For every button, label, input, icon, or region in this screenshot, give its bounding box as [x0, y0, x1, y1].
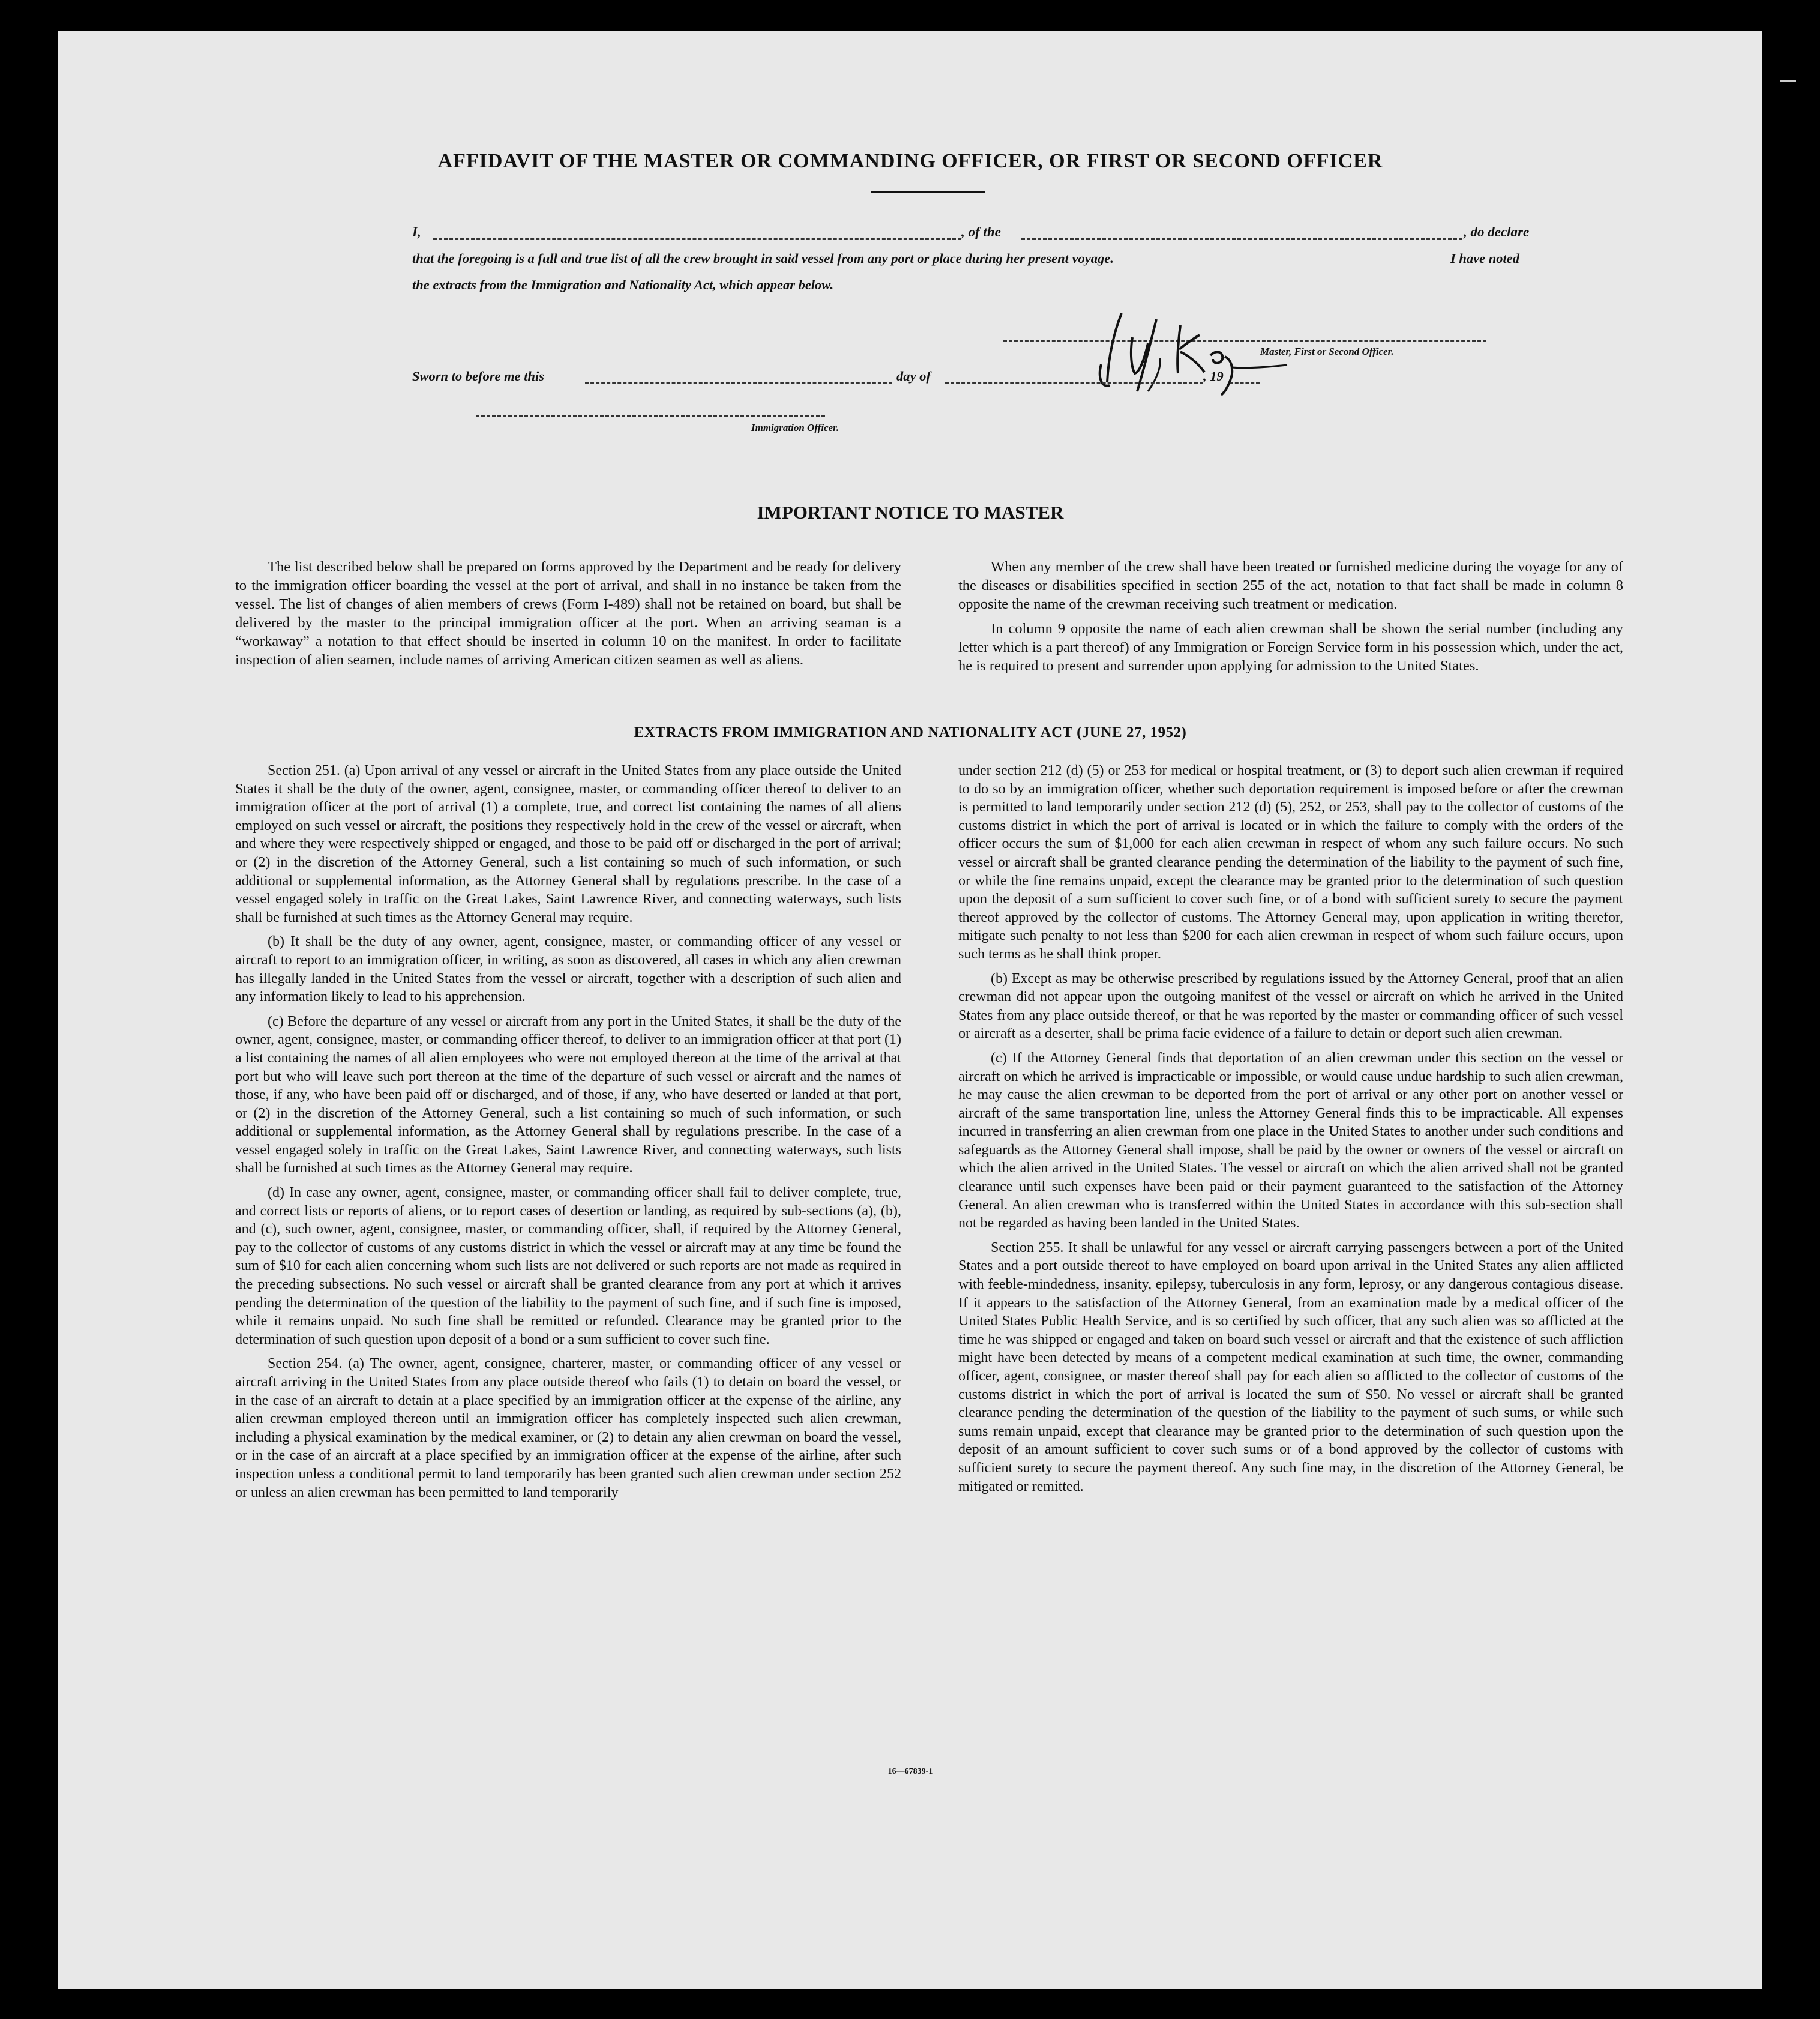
notice-right-paragraph-1: When any member of the crew shall have been treated or furnished medicine during the voyage for any of the diseases or disabilities specified in section 255 of the act, notation to that fact shall be made in column 8 opposite the name of the crewman receiving such treatment or medication. [958, 559, 1623, 612]
do-declare-label: , do declare [1464, 224, 1530, 239]
year-label: , 19 [1203, 369, 1224, 384]
vessel-name-field[interactable] [1021, 238, 1462, 240]
notice-left-paragraph: The list described below shall be prepared on forms approved by the Department and be ready for delivery to the immigration officer boarding the vessel at the port of arrival, and shall in no instance be taken from the vessel. The list of changes of alien members of crews (Form I-489) shall not be retained on board, but shall be delivered by the master to the principal immigration officer at the port. When an arriving seaman is a “workaway” a notation to that effect should be inserted in column 10 on the manifest. In order to facilitate inspection of alien seamen, include names of arriving American citizen seamen as well as aliens. [235, 559, 901, 668]
day-of-label: day of [896, 369, 931, 384]
declaration-line-2: that the foregoing is a full and true list of all the crew brought in said vessel from any port or place during her present voyage. [412, 251, 1114, 266]
scan-edge-mark [1780, 80, 1796, 82]
master-signature-label: Master, First or Second Officer. [1260, 346, 1394, 357]
section-251-a: Section 251. (a) Upon arrival of any vessel or aircraft in the United States from any place outside the United States it shall be the duty of the owner, agent, consignee, master, or commanding officer thereof to deliver to an immigration officer at the port of arrival (1) a complete, true, and correct list containing the names of all aliens employed on such vessel or aircraft, the positions they respectively hold in the crew of the vessel or aircraft, when and where they were respectively shipped or engaged, and those to be paid off or discharged in the port of arrival; or (2) in the discretion of the Attorney General, such a list containing so much of such information, or such additional or supplemental information, as the Attorney General shall by regulations prescribe. In the case of a vessel engaged solely in traffic on the Great Lakes, Saint Lawrence River, and connecting waterways, such lists shall be furnished at such times as the Attorney General may require. [235, 763, 901, 925]
declarant-prefix: I, [412, 224, 421, 239]
sworn-label: Sworn to before me this [412, 369, 545, 384]
document-page [58, 31, 1762, 1989]
section-254-c: (c) If the Attorney General finds that deportation of an alien crewman under this section on the vessel or aircraft on which he arrived is impracticable or impossible, or would cause undue hardship to such alien crewman, he may cause the alien crewman to be deported from the port of arrival or any other port on another vessel or aircraft of the same transportation line, unless the Attorney General finds this to be impracticable. All expenses incurred in transferring an alien crewman from one place in the United States to another under such conditions and safeguards as the Attorney General shall impose, shall be paid by the owner or owners of the vessel or aircraft on which the alien arrived in the United States. The vessel or aircraft on which the alien arrived shall not be granted clearance until such expenses have been paid or their payment guaranteed to the satisfaction of the Attorney General. An alien crewman who is transferred within the United States in accordance with this sub-section shall not be regarded as having been landed in the United States. [958, 1050, 1623, 1232]
extracts-title: EXTRACTS FROM IMMIGRATION AND NATIONALITY ACT (JUNE 27, 1952) [634, 724, 1187, 741]
declaration-line-2-end: I have noted [1450, 251, 1519, 266]
immigration-officer-label: Immigration Officer. [751, 422, 839, 433]
extracts-left-column [235, 762, 901, 1508]
section-251-c: (c) Before the departure of any vessel or aircraft from any port in the United States, it shall be the duty of the owner, agent, consignee, master, or commanding officer thereof, to deliver to an immigration officer at that port (1) a list containing the names of all alien employees who were not employed thereon at the time of the arrival at that port but who will leave such port thereon at the time of the departure of such vessel or aircraft and the names of those, if any, who have been paid off or discharged, and of those, if any, who have deserted or landed at that port, or (2) in the discretion of the Attorney General, such a list containing so much of such information, or such additional or supplemental information, as the Attorney General shall by regulations prescribe. In the case of a vessel engaged solely in traffic on the Great Lakes, Saint Lawrence River, and connecting waterways, such lists shall be furnished at such times as the Attorney General may require. [235, 1013, 901, 1176]
section-251-d: (d) In case any owner, agent, consignee, master, or commanding officer shall fail to deliver complete, true, and correct lists or reports of aliens, or to report cases of desertion or landing, as required by sub-sections (a), (b), and (c), such owner, agent, consignee, master, or commanding officer, shall, if required by the Attorney General, pay to the collector of customs of any customs district in which the vessel or aircraft may at any time be found the sum of $10 for each alien concerning whom such lists are not delivered or such reports are not made as required in the preceding subsections. No such vessel or aircraft shall be granted clearance from any port at which it arrives pending the determination of the question of the liability to the payment of such fine, and if such fine is imposed, while it remains unpaid. No such fine shall be remitted or refunded. Clearance may be granted prior to the determination of such question upon deposit of a bond or a sum sufficient to cover such fine. [235, 1185, 901, 1347]
section-254-a: Section 254. (a) The owner, agent, consignee, charterer, master, or commanding officer of any vessel or aircraft arriving in the United States from any place outside thereof who fails (1) to detain on board the vessel, or in the case of an aircraft to detain at a place specified by an immigration officer at the expense of the airline, any alien crewman employed thereon until an immigration officer has completely inspected such alien crewman, including a physical examination by the medical examiner, or (2) to detain any alien crewman on board the vessel, or in the case of an aircraft at a place specified by an immigration officer at the expense of the airline, after such inspection unless a conditional permit to land temporarily has been granted such alien crewman under section 252 or unless an alien crewman has been permitted to land temporarily [235, 1356, 901, 1500]
form-code: 16—67839-1 [887, 1767, 933, 1776]
sworn-year-field[interactable] [1230, 382, 1260, 384]
affidavit-title: AFFIDAVIT OF THE MASTER OR COMMANDING OFFICER, OR FIRST OR SECOND OFFICER [437, 150, 1383, 172]
notice-right-paragraph-2: In column 9 opposite the name of each alien crewman shall be shown the serial number (including any letter which is a part thereof) of any Immigration or Foreign Service form in his possession which, under the act, he is required to present and surrender upon applying for admission to the United States. [958, 621, 1623, 674]
immigration-officer-signature-field[interactable] [476, 415, 825, 417]
of-the-label: , of the [961, 224, 1001, 239]
section-251-b: (b) It shall be the duty of any owner, agent, consignee, master, or commanding officer of any vessel or aircraft to report to an immigration officer, in writing, as soon as discovered, all cases in which any alien crewman has illegally landed in the United States from the vessel or aircraft, together with a description of such alien and any information likely to lead to his apprehension. [235, 934, 901, 1005]
extracts-right-column [958, 762, 1623, 1502]
declarant-name-field[interactable] [433, 238, 961, 240]
section-255: Section 255. It shall be unlawful for any vessel or aircraft carrying passengers between a port of the United States and a port outside thereof to have employed on board upon arrival in the United States any alien afflicted with feeble-mindedness, insanity, epilepsy, tuberculosis in any form, leprosy, or any dangerous contagious disease. If it appears to the satisfaction of the Attorney General, from an examination made by a medical officer of the United States Public Health Service, and is so certified by such officer, that any such alien was so afflicted at the time he was shipped or engaged and taken on board such vessel or aircraft and that the existence of such affliction might have been detected by means of a competent medical examination at such time, the owner, commanding officer, agent, consignee, or master thereof shall pay for each alien so afflicted to the collector of customs of the customs district in which the port of arrival is located the sum of $50. No vessel or aircraft shall be granted clearance pending the determination of the question of the liability to the payment of such sums, or while such sums remain unpaid, except that clearance may be granted prior to the determination of such question upon the deposit of an amount sufficient to cover such sums or of a bond approved by the collector of customs with sufficient surety to secure the payment thereof. Any such fine may, in the discretion of the Attorney General, be mitigated or remitted. [958, 1239, 1623, 1494]
sworn-month-field[interactable] [945, 382, 1203, 384]
sworn-day-field[interactable] [585, 382, 892, 384]
declaration-line-3: the extracts from the Immigration and Nationality Act, which appear below. [412, 277, 834, 292]
title-underline [871, 191, 985, 193]
notice-left-column [235, 558, 901, 675]
section-254-a-continued: under section 212 (d) (5) or 253 for medical or hospital treatment, or (3) to deport such alien crewman if required to do so by an immigration officer, whether such deportation requirement is imposed before or after the crewman is permitted to land temporarily under section 212 (d) (5), 252, or 253, shall pay to the collector of customs of the customs district in which the port of arrival is located or in which the failure to comply with the orders of the officer occurs the sum of $1,000 for each alien crewman in respect of whom any such failure occurs. No such vessel or aircraft shall be granted clearance pending the determination of the liability to the payment of such fine, or while the fine remains unpaid, except the clearance may be granted prior to the determination of such question upon the deposit of a sum sufficient to cover such fine, or of a bond with sufficient surety to secure the payment thereof approved by the collector of customs. The Attorney General may, upon application in writing therefor, mitigate such penalty to not less than $200 for each alien crewman in respect of whom such failure occurs, upon such terms as he shall think proper. [958, 763, 1623, 962]
notice-title: IMPORTANT NOTICE TO MASTER [757, 502, 1064, 523]
notice-right-column [958, 558, 1623, 681]
section-254-b: (b) Except as may be otherwise prescribed by regulations issued by the Attorney General, proof that an alien crewman did not appear upon the outgoing manifest of the vessel or aircraft on which he arrived in the United States from any place outside thereof, or that he was reported by the master or commanding officer of such vessel or aircraft as a deserter, shall be prima facie evidence of a failure to detain or deport such alien crewman. [958, 970, 1623, 1042]
